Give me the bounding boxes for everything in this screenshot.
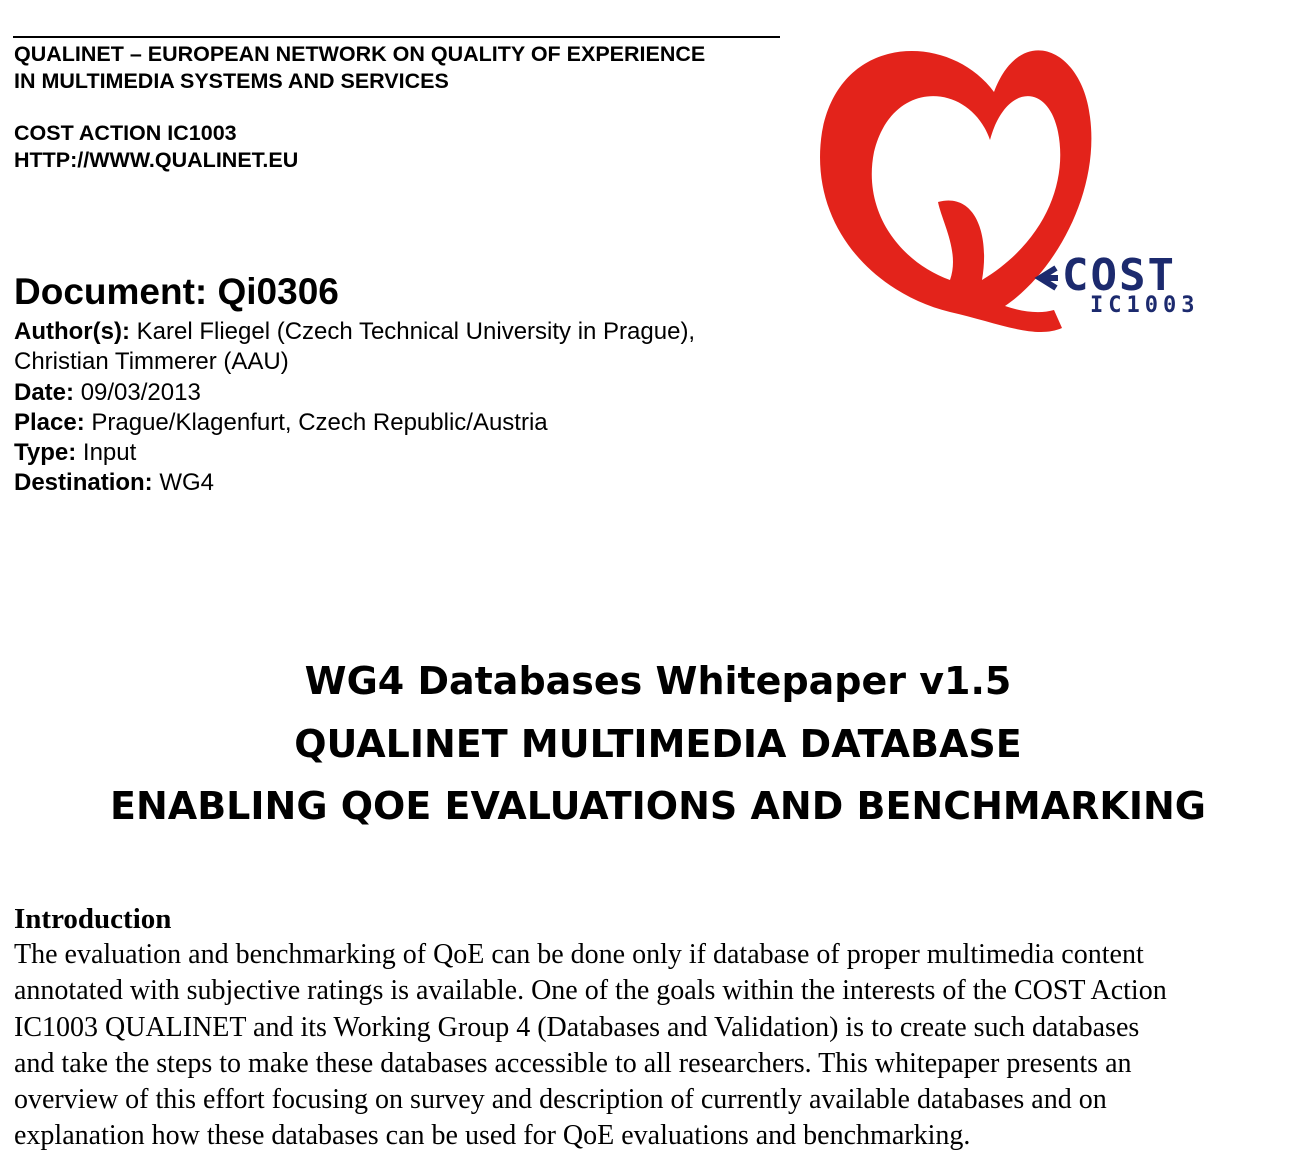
intro-line: and take the steps to make these databases accessible to all researchers. This whitepaper presents an [14, 1047, 1132, 1079]
main-title-line-1: WG4 Databases Whitepaper v1.5 [304, 659, 1012, 703]
type-label: Type: [14, 439, 77, 467]
org-name-line-2: IN MULTIMEDIA SYSTEMS AND SERVICES [14, 69, 449, 93]
main-title-line-2: QUALINET MULTIMEDIA DATABASE [294, 721, 1022, 766]
document-title: Document: Qi0306 [14, 271, 339, 312]
org-name-line-1: QUALINET – EUROPEAN NETWORK ON QUALITY OF EXPERIENCE [14, 42, 706, 66]
cost-action: COST ACTION IC1003 [14, 121, 237, 145]
cost-wordmark: COST [1062, 250, 1176, 301]
main-title [0, 650, 1316, 838]
organization-header [14, 41, 794, 174]
introduction-heading: Introduction [14, 903, 172, 935]
qualinet-cost-logo [800, 22, 1240, 342]
intro-line: The evaluation and benchmarking of QoE can be done only if database of proper multimedia content [14, 939, 1144, 970]
authors-label: Author(s): [14, 318, 130, 345]
cost-arrow-icon [1040, 268, 1058, 288]
q-heart-icon [820, 50, 1091, 332]
place-value: Prague/Klagenfurt, Czech Republic/Austria [91, 408, 548, 436]
authors-row-continued: Christian Timmerer (AAU) [14, 348, 289, 376]
destination-value: WG4 [159, 469, 215, 497]
header-rule [13, 36, 780, 38]
type-value: Input [82, 439, 137, 467]
intro-line: explanation how these databases can be used for QoE evaluations and benchmarking. [14, 1120, 971, 1152]
cost-code: IC1003 [1090, 293, 1200, 318]
destination-row [14, 468, 814, 498]
type-row [14, 438, 814, 468]
introduction-body [14, 937, 1309, 1155]
document-metadata [14, 317, 814, 499]
org-url: HTTP://WWW.QUALINET.EU [14, 148, 299, 172]
date-label: Date: [14, 378, 75, 406]
intro-line: overview of this effort focusing on survey and description of currently available databases and on [14, 1084, 1107, 1116]
intro-line: IC1003 QUALINET and its Working Group 4 (Databases and Validation) is to create such databases [14, 1011, 1140, 1043]
authors-value: Karel Fliegel (Czech Technical University in Prague), [136, 318, 696, 345]
place-label: Place: [14, 408, 85, 436]
main-title-line-3: ENABLING QOE EVALUATIONS AND BENCHMARKING [110, 784, 1206, 828]
date-value: 09/03/2013 [80, 378, 201, 406]
intro-line: annotated with subjective ratings is available. One of the goals within the interests of the COST Action [14, 975, 1167, 1007]
authors-row [14, 317, 814, 347]
destination-label: Destination: [14, 469, 153, 497]
place-row [14, 408, 814, 438]
date-row [14, 378, 814, 408]
